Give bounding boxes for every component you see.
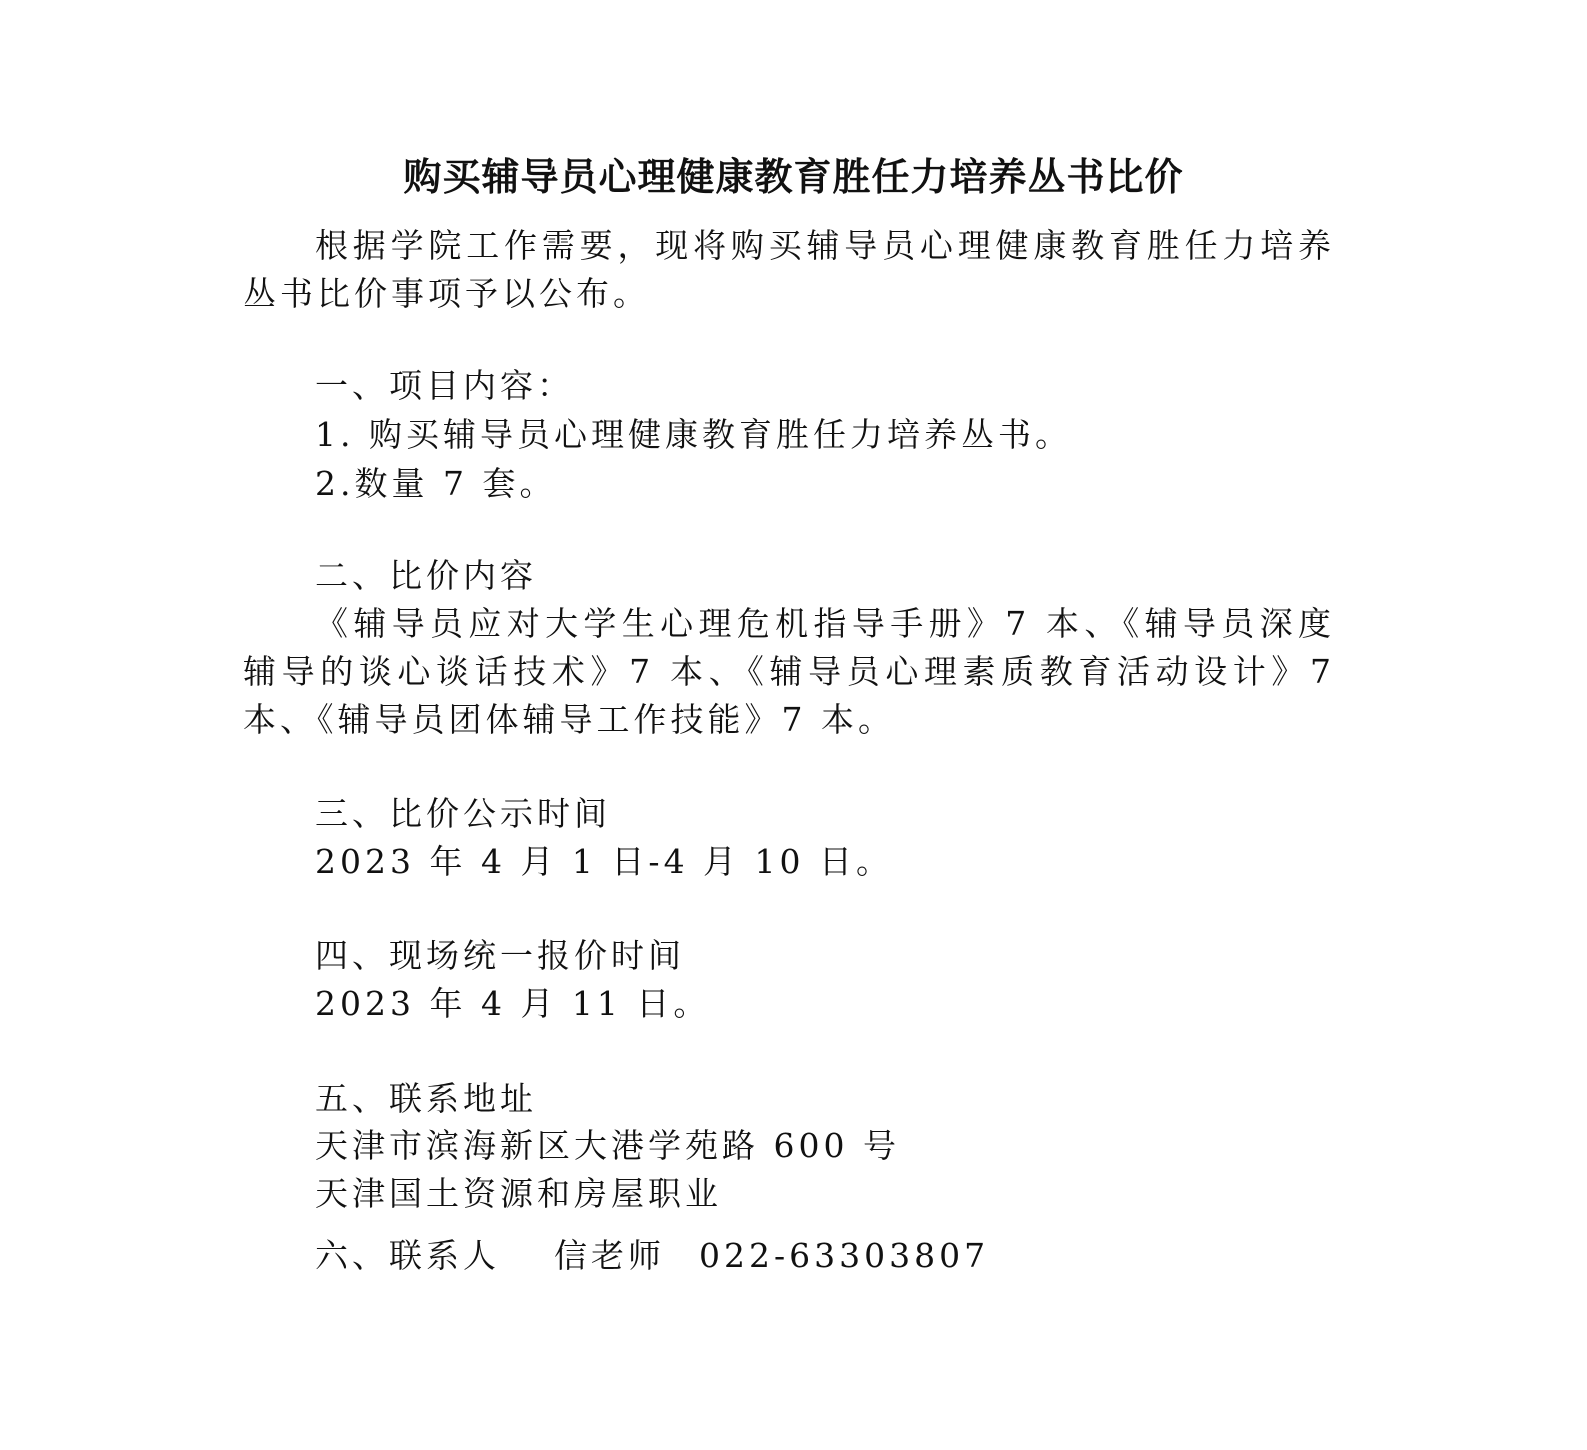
section1-item2: 2.数量 7 套。 (315, 464, 557, 503)
intro-paragraph: 根据学院工作需要，现将购买辅导员心理健康教育胜任力培养丛书比价事项予以公布。 (243, 226, 1335, 313)
section2-heading: 二、比价内容 (315, 556, 537, 595)
section4-body: 2023 年 4 月 11 日。 (315, 984, 711, 1023)
section5-heading: 五、联系地址 (315, 1079, 537, 1118)
contact-phone: 022-63303807 (699, 1236, 990, 1275)
section6-contact (315, 1232, 989, 1280)
section2-body: 《辅导员应对大学生心理危机指导手册》7 本、《辅导员深度辅导的谈心谈话技术》7 本、《辅导员心理素质教育活动设计》7 本、《辅导员团体辅导工作技能》7 本。 (243, 604, 1335, 739)
section1-heading: 一、项目内容： (315, 366, 574, 405)
section6-heading: 六、联系人 (315, 1236, 500, 1275)
section1-item1: 1. 购买辅导员心理健康教育胜任力培养丛书。 (315, 415, 1072, 454)
contact-person: 信老师 (554, 1236, 665, 1275)
section5-address: 天津市滨海新区大港学苑路 600 号 (315, 1126, 900, 1165)
section4-heading: 四、现场统一报价时间 (315, 936, 685, 975)
document-title: 购买辅导员心理健康教育胜任力培养丛书比价 (403, 154, 1184, 199)
section3-heading: 三、比价公示时间 (315, 794, 611, 833)
section3-body: 2023 年 4 月 1 日-4 月 10 日。 (315, 842, 894, 881)
section5-organization: 天津国土资源和房屋职业 (315, 1174, 722, 1213)
